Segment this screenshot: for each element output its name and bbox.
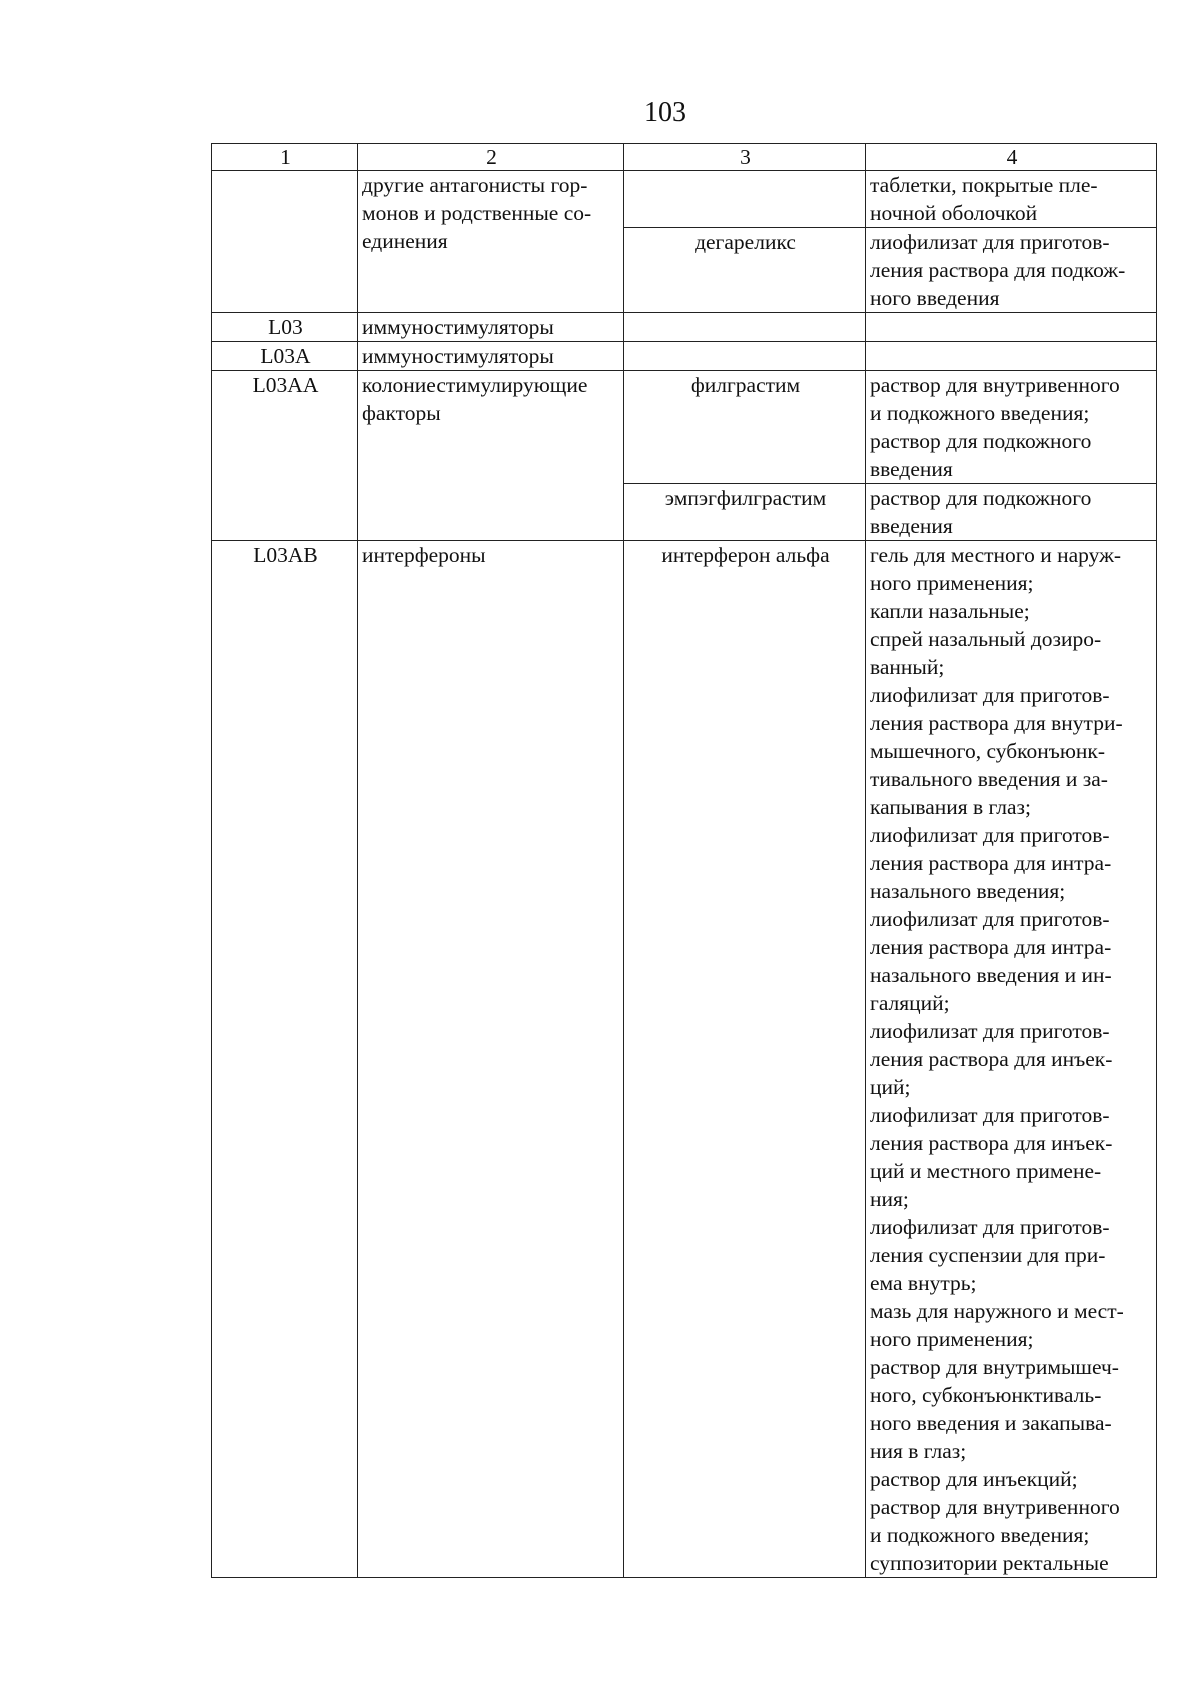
- form-line: ления суспензии для при-: [870, 1243, 1106, 1267]
- form-line: лиофилизат для приготов-: [870, 1019, 1110, 1043]
- form-cell: [866, 484, 1157, 541]
- form-line: ванный;: [870, 655, 945, 679]
- group-cell: иммуностимуляторы: [358, 342, 624, 371]
- form-cell-empty: [866, 313, 1157, 342]
- form-line: введения: [870, 457, 953, 481]
- form-line: ления раствора для инъек-: [870, 1047, 1113, 1071]
- form-line: ного применения;: [870, 571, 1034, 595]
- header-cell-1: 1: [212, 144, 358, 171]
- group-cell: иммуностимуляторы: [358, 313, 624, 342]
- form-line: ций;: [870, 1075, 911, 1099]
- form-line: раствор для подкожного: [870, 486, 1092, 510]
- form-line: тивального введения и за-: [870, 767, 1108, 791]
- form-line: введения: [870, 514, 953, 538]
- form-line: ного введения: [870, 286, 1000, 310]
- table-row: [212, 371, 1157, 484]
- header-cell-3: 3: [624, 144, 866, 171]
- code-cell: L03: [212, 313, 358, 342]
- form-line: ления раствора для подкож-: [870, 258, 1126, 282]
- header-cell-2: 2: [358, 144, 624, 171]
- code-cell-empty: [212, 171, 358, 313]
- drug-cell-empty: [624, 313, 866, 342]
- form-line: раствор для внутривенного: [870, 1495, 1120, 1519]
- form-line: ления раствора для внутри-: [870, 711, 1123, 735]
- form-cell-empty: [866, 342, 1157, 371]
- group-line: колониестимулирующие: [362, 373, 588, 397]
- form-cell: [866, 371, 1157, 484]
- form-line: лиофилизат для приготов-: [870, 907, 1110, 931]
- group-cell: [358, 371, 624, 541]
- form-line: капли назальные;: [870, 599, 1030, 623]
- form-line: ного введения и закапыва-: [870, 1411, 1112, 1435]
- code-cell: L03AB: [212, 541, 358, 1578]
- group-line: факторы: [362, 401, 441, 425]
- form-line: суппозитории ректальные: [870, 1551, 1109, 1575]
- form-cell: [866, 228, 1157, 313]
- form-line: и подкожного введения;: [870, 401, 1090, 425]
- table-header-row: [212, 144, 1157, 171]
- form-line: раствор для инъекций;: [870, 1467, 1078, 1491]
- drug-cell: эмпэгфилграстим: [624, 484, 866, 541]
- form-line: назального введения;: [870, 879, 1066, 903]
- form-line: ления раствора для интра-: [870, 851, 1112, 875]
- code-cell: L03A: [212, 342, 358, 371]
- form-line: лиофилизат для приготов-: [870, 230, 1110, 254]
- form-line: лиофилизат для приготов-: [870, 1103, 1110, 1127]
- form-line: мазь для наружного и мест-: [870, 1299, 1124, 1323]
- drug-cell-empty: [624, 342, 866, 371]
- form-line: раствор для внутримышеч-: [870, 1355, 1119, 1379]
- group-cell: интерфероны: [358, 541, 624, 1578]
- form-line: гель для местного и наруж-: [870, 543, 1122, 567]
- form-line: капывания в глаз;: [870, 795, 1032, 819]
- drug-table: [211, 143, 1157, 1578]
- header-cell-4: 4: [866, 144, 1157, 171]
- form-line: ночной оболочкой: [870, 201, 1038, 225]
- form-line: галяций;: [870, 991, 950, 1015]
- form-line: лиофилизат для приготов-: [870, 1215, 1110, 1239]
- table-row: [212, 541, 1157, 1578]
- form-line: раствор для внутривенного: [870, 373, 1120, 397]
- form-line: ного применения;: [870, 1327, 1034, 1351]
- table-row: [212, 313, 1157, 342]
- form-cell: [866, 171, 1157, 228]
- group-line: единения: [362, 229, 448, 253]
- drug-cell: филграстим: [624, 371, 866, 484]
- form-cell: [866, 541, 1157, 1578]
- drug-cell: интерферон альфа: [624, 541, 866, 1578]
- form-line: ления раствора для интра-: [870, 935, 1112, 959]
- group-line: монов и родственные со-: [362, 201, 592, 225]
- table-row: [212, 342, 1157, 371]
- form-line: раствор для подкожного: [870, 429, 1092, 453]
- form-line: таблетки, покрытые пле-: [870, 173, 1098, 197]
- form-line: мышечного, субконъюнк-: [870, 739, 1106, 763]
- page-number: 103: [644, 97, 686, 128]
- form-line: лиофилизат для приготов-: [870, 683, 1110, 707]
- form-line: ного, субконъюнктиваль-: [870, 1383, 1102, 1407]
- form-line: ема внутрь;: [870, 1271, 977, 1295]
- form-line: ния;: [870, 1187, 909, 1211]
- form-line: ций и местного примене-: [870, 1159, 1102, 1183]
- form-line: ления раствора для инъек-: [870, 1131, 1113, 1155]
- form-line: и подкожного введения;: [870, 1523, 1090, 1547]
- form-line: спрей назальный дозиро-: [870, 627, 1102, 651]
- code-cell: L03AA: [212, 371, 358, 541]
- form-line: ния в глаз;: [870, 1439, 967, 1463]
- drug-cell-empty: [624, 171, 866, 228]
- drug-cell: дегареликс: [624, 228, 866, 313]
- table-row: [212, 171, 1157, 228]
- form-line: назального введения и ин-: [870, 963, 1112, 987]
- form-line: лиофилизат для приготов-: [870, 823, 1110, 847]
- group-cell: [358, 171, 624, 313]
- group-line: другие антагонисты гор-: [362, 173, 588, 197]
